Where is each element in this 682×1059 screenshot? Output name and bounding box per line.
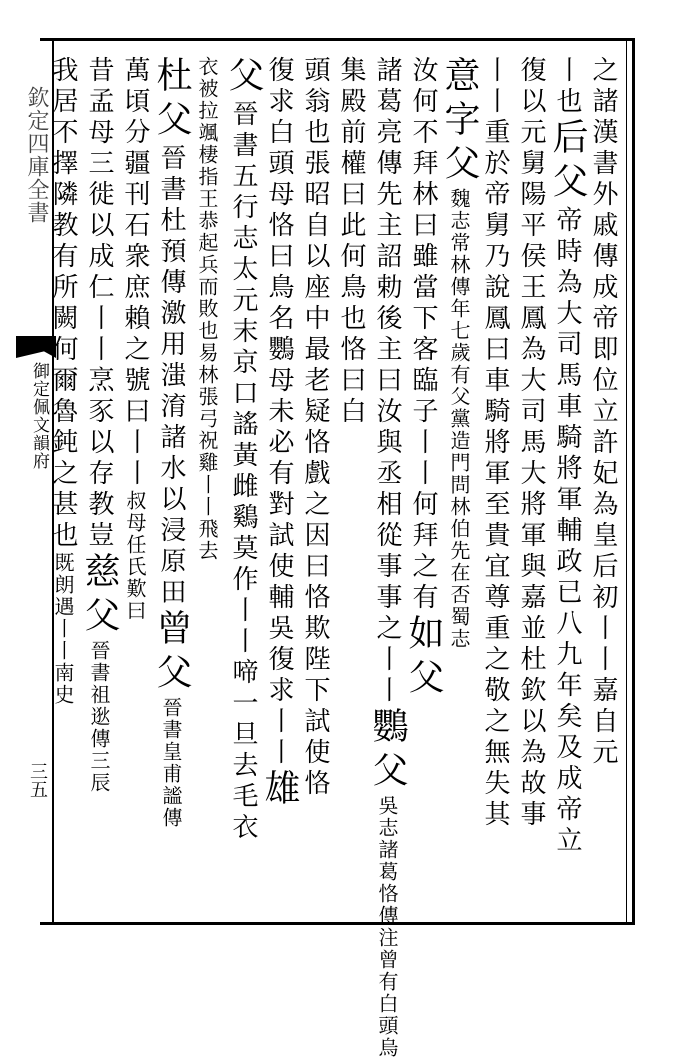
body-text: 集殿前權曰此何鳥也恪曰白 [336,56,366,428]
text-column [403,56,444,916]
headword: 慈父 [79,552,120,640]
text-column [336,56,366,916]
headword: 字父 [439,100,480,188]
body-text: 諸葛亮傳先主詔勅後主曰汝與丞相從事事之丨丨 [372,56,402,707]
body-text: 晉書杜預傳激用滍淯諸水以浸原田 [156,144,186,609]
headword: 如父 [403,614,444,702]
body-text: 萬頃分疆刊石衆庶賴之號曰丨丨 [120,56,150,490]
text-column [259,56,300,916]
text-column [48,56,78,916]
body-text: 丨也 [552,56,582,118]
headword: 父 [223,56,264,100]
fore-edge-margin [14,40,50,922]
body-text: 我居不擇隣教有所闕何爾魯鈍之甚也 [48,56,78,552]
headword: 后父 [547,118,588,206]
headword: 杜父 [151,56,192,144]
annotation-text: 晉書祖逖傳三辰 [87,640,111,794]
body-text: 之諸 [588,56,618,118]
headword: 雄 [259,769,300,813]
right-outer-border [632,38,635,925]
body-text: 丨丨重於帝舅乃說鳳曰車騎將軍至貴宜尊重之敬之無失其 [480,56,510,831]
annotation-text: 吳志諸葛恪傳注曾有白頭烏 [375,795,399,1059]
text-column [223,56,264,916]
annotation-text: 叔母任氏歎曰 [123,490,147,622]
body-text: 頭翁也張昭自以座中最老疑恪戲之因曰恪欺陛下試使恪 [300,56,330,800]
text-column [516,56,546,916]
text-column [151,56,192,916]
text-column [367,56,408,1059]
headword: 曾父 [151,609,192,697]
book-title: 欽定四庫全書 [24,86,49,224]
folio-number: 三五 [27,762,48,798]
text-column [480,56,510,916]
text-column [120,56,150,916]
body-text: 漢書外戚傳成帝即位立許妃為皇后初 [588,118,618,614]
body-text: 復以元舅陽平侯王鳳為大司馬大將軍與嘉並杜欽以為故事 [516,56,546,831]
body-text: 晉書五行志太元末京口謠黃雌鷄莫作丨丨啼一旦去毛衣 [228,100,258,844]
right-inner-border [626,38,627,925]
volume-label: 御定佩文韻府 [29,362,49,470]
top-border-rule [40,38,634,41]
annotation-text: 蜀志 [447,606,471,650]
annotation-text: 既朗遇丨丨南史 [51,552,75,706]
body-text: 復求白頭母恪曰鳥名鸚母未必有對試使輔吳復求丨丨 [264,56,294,769]
text-column [79,56,120,916]
annotation-text: 魏志常林傳年七歲有父黨造門問林伯先在否 [447,188,471,606]
body-text: 丨丨嘉自元 [588,614,618,769]
headword: 意 [439,56,480,100]
headword: 鸚父 [367,707,408,795]
text-column [439,56,480,916]
text-column [588,56,618,916]
text-column [547,56,588,916]
bottom-border-rule [40,922,634,925]
text-column [192,56,222,916]
text-column [300,56,330,916]
annotation-text: 衣被拉颯棲指王恭起兵而敗也易林張弓祝雞丨丨飛去 [195,56,219,562]
body-text: 帝時為大司馬車騎將軍輔政已八九年矣及成帝立 [552,206,582,857]
body-text: 昔孟母三徙以成仁丨丨烹豕以存教豈 [84,56,114,552]
body-text: 汝何不拜林曰雖當下客臨子丨丨何拜之有 [408,56,438,614]
annotation-text: 晉書皇甫謐傳 [159,697,183,829]
